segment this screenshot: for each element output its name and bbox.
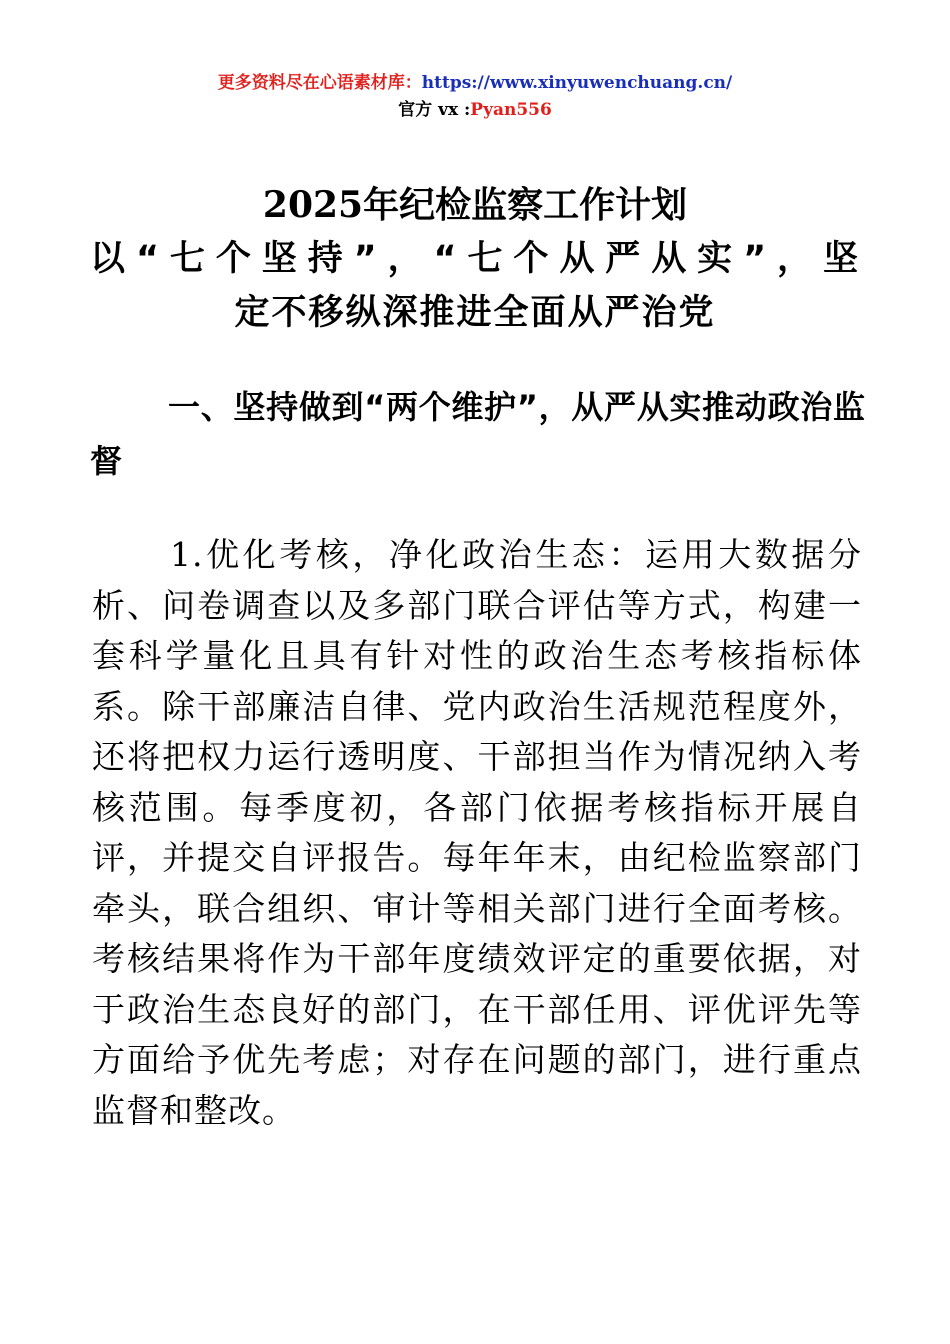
section-heading: 一、坚持做到“两个维护”，从严从实推动政治监督 <box>90 388 865 480</box>
document-title <box>90 178 860 340</box>
source-line <box>0 70 950 97</box>
source-label: 更多资料尽在心语素材库： <box>217 73 422 93</box>
vx-label: 官方 vx : <box>398 100 471 120</box>
title-sub-line-1: 以“七个坚持”，“七个从严从实”，坚 <box>90 239 860 279</box>
vx-line <box>0 97 950 124</box>
title-main: 2025年纪检监察工作计划 <box>262 184 688 226</box>
body-paragraph: 1.优化考核，净化政治生态：运用大数据分析、问卷调查以及多部门联合评估等方式，构建一套科学量化且具有针对性的政治生态考核指标体系。除干部廉洁自律、党内政治生活规范程度外，还将把权力运行透明度、干部担当作为情况纳入考核范围。每季度初，各部门依据考核指标开展自评，并提交自评报告。每年年末，由纪检监察部门牵头，联合组织、审计等相关部门进行全面考核。考核结果将作为干部年度绩效评定的重要依据，对于政治生态良好的部门，在干部任用、评优评先等方面给予优先考虑；对存在问题的部门，进行重点监督和整改。 <box>92 535 862 1130</box>
title-sub-line-2: 定不移纵深推进全面从严治党 <box>234 293 716 333</box>
source-header <box>0 70 950 124</box>
vx-id: Pyan556 <box>470 100 552 120</box>
source-url[interactable]: https://www.xinyuwenchuang.cn/ <box>421 73 733 93</box>
